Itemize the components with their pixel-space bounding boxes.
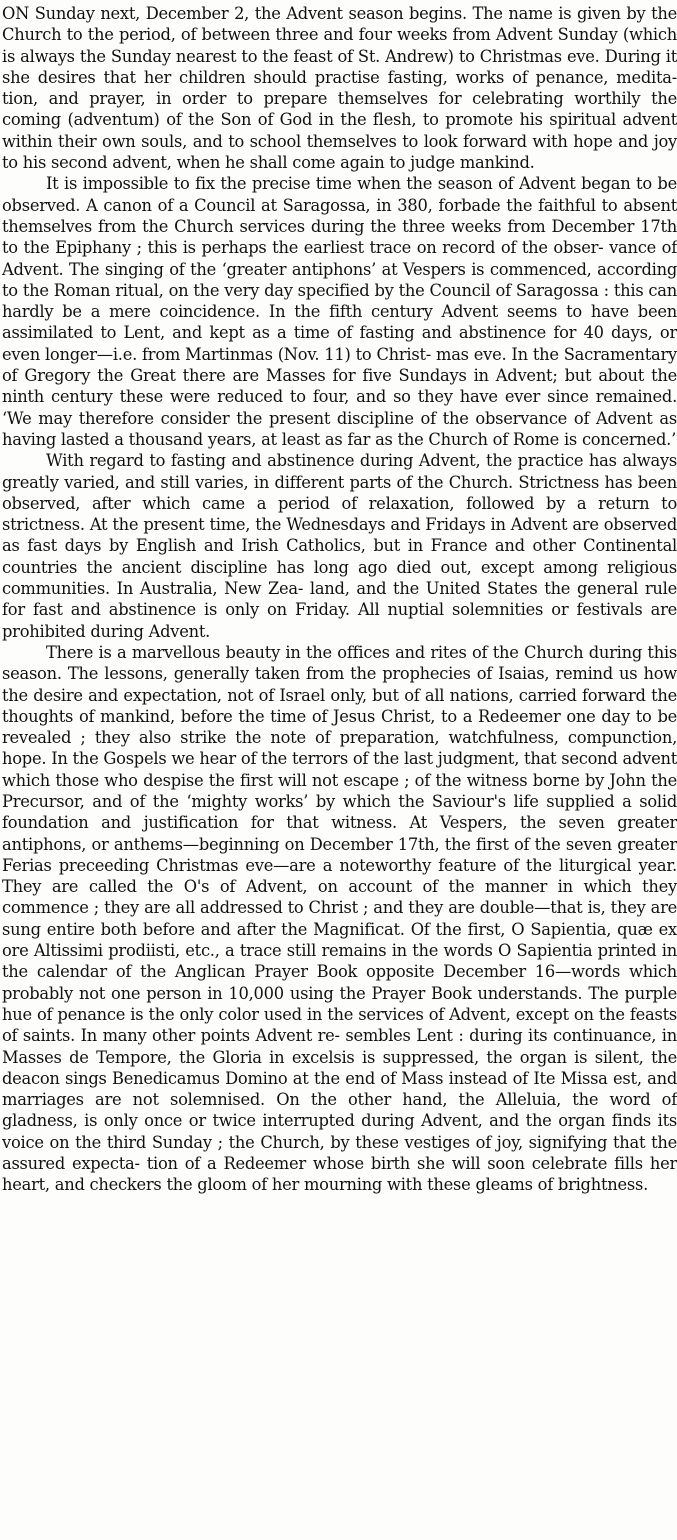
paragraph-advent-season-begins: ON Sunday next, December 2, the Advent season begins. The name is given by the Church to the period, of between three and four weeks from Advent Sunday (which is always the Sunday nearest to the feast of St. Andrew) to Christmas eve. During it she desires that her children should practise fasting, works of penance, medita- tion, and prayer, in order to prepare themselves for celebrating worthily the coming (adventum) of the Son of God in the flesh, to promote his spiritual advent within their own souls, and to school themselves to look forward with hope and joy to his second advent, when he shall come again to judge mankind. <box>2 4 677 173</box>
paragraph-origin-of-advent: It is impossible to fix the precise time when the season of Advent began to be observed. A canon of a Council at Saragossa, in 380, forbade the faithful to absent themselves from the Church services during the three weeks from December 17th to the Epiphany ; this is perhaps the earliest trace on record of the obser- vance of Advent. The singing of the ‘greater antiphons’ at Vespers is commenced, according to the Roman ritual, on the very day specified by the Council of Saragossa : this can hardly be a mere coincidence. In the fifth century Advent seems to have been assimilated to Lent, and kept as a time of fasting and abstinence for 40 days, or even longer—i.e. from Martinmas (Nov. 11) to Christ- mas eve. In the Sacramentary of Gregory the Great there are Masses for five Sundays in Advent; but about the ninth century these were reduced to four, and so they have ever since remained. ‘We may therefore consider the present discipline of the observance of Advent as having lasted a thousand years, at least as far as the Church of Rome is concerned.’ <box>2 174 677 449</box>
paragraph-fasting-and-abstinence: With regard to fasting and abstinence during Advent, the practice has always greatly varied, and still varies, in different parts of the Church. Strictness has been observed, after which came a period of relaxation, followed by a return to strictness. At the present time, the Wednesdays and Fridays in Advent are observed as fast days by English and Irish Catholics, but in France and other Continental countries the ancient discipline has long ago died out, except among religious communities. In Australia, New Zea- land, and the United States the general rule for fast and abstinence is only on Friday. All nuptial solemnities or festivals are prohibited during Advent. <box>2 451 677 641</box>
paragraph-offices-and-rites: There is a marvellous beauty in the offices and rites of the Church during this season. The lessons, generally taken from the prophecies of Isaias, remind us how the desire and expectation, not of Israel only, but of all nations, carried forward the thoughts of mankind, before the time of Jesus Christ, to a Redeemer one day to be revealed ; they also strike the note of preparation, watchfulness, compunction, hope. In the Gospels we hear of the terrors of the last judgment, that second advent which those who despise the first will not escape ; of the witness borne by John the Precursor, and of the ‘mighty works’ by which the Saviour's life supplied a solid foundation and justification for that witness. At Vespers, the seven greater antiphons, or anthems—beginning on December 17th, the first of the seven greater Ferias preceeding Christmas eve—are a noteworthy feature of the liturgical year. They are called the O's of Advent, on account of the manner in which they commence ; they are all addressed to Christ ; and they are double—that is, they are sung entire both before and after the Magnificat. Of the first, O Sapientia, quæ ex ore Altissimi prodiisti, etc., a trace still remains in the words O Sapientia printed in the calendar of the Anglican Prayer Book opposite December 16—words which probably not one person in 10,000 using the Prayer Book understands. The purple hue of penance is the only color used in the services of Advent, except on the feasts of saints. In many other points Advent re- sembles Lent : during its continuance, in Masses de Tempore, the Gloria in excelsis is suppressed, the organ is silent, the deacon sings Benedicamus Domino at the end of Mass instead of Ite Missa est, and marriages are not solemnised. On the other hand, the Alleluia, the word of gladness, is only once or twice interrupted during Advent, and the organ finds its voice on the third Sunday ; the Church, by these vestiges of joy, signifying that the assured expecta- tion of a Redeemer whose birth she will soon celebrate fills her heart, and checkers the gloom of her mourning with these gleams of brightness. <box>2 642 677 1195</box>
